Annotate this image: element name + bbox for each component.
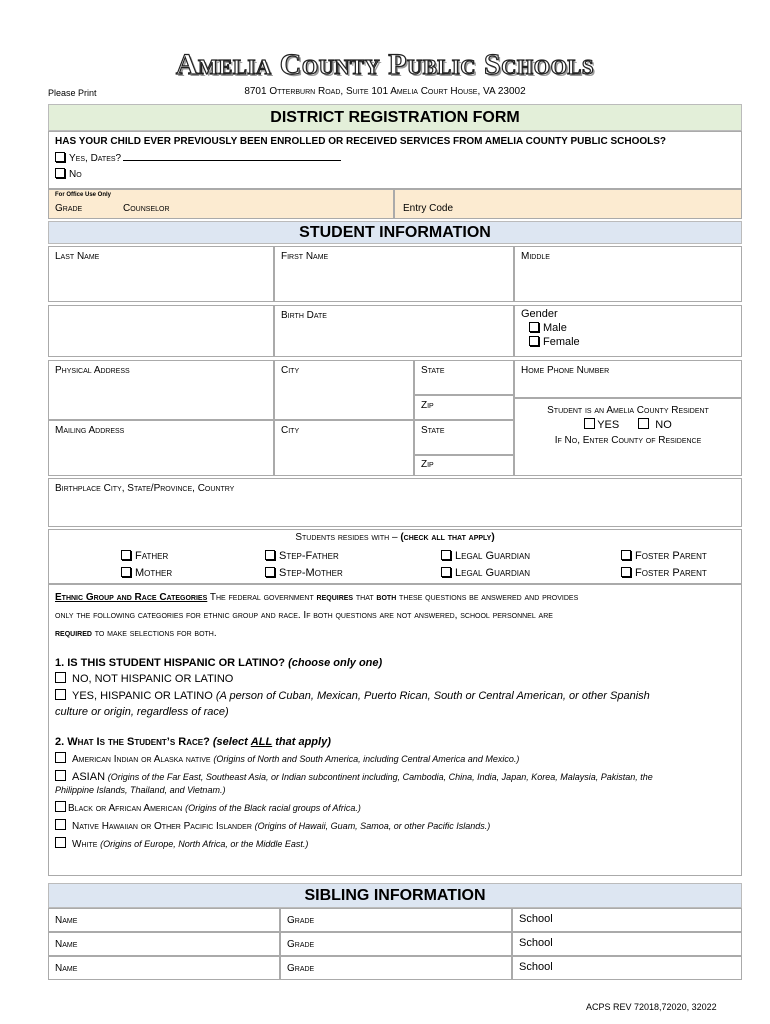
resides-heading-bold: (check all that apply) [400,532,495,543]
race-hint-asian-2: Philippine Islands, Thailand, and Vietnam.) [55,785,226,795]
enrollment-question: HAS YOUR CHILD EVER PREVIOUSLY BEEN ENROLLED OR RECEIVED SERVICES FROM AMELIA COUNTY PUBLIC SCHOOLS? [55,136,667,147]
sibling-name-field[interactable] [48,956,280,980]
foster-parent-label-1: Foster Parent [635,550,707,562]
sibling-name-label: Name [55,939,78,950]
ethnic-text-3: these questions be answered and provides [399,592,579,603]
middle-name-label: Middle [521,251,550,262]
please-print-note: Please Print [48,88,97,98]
sibling-row [48,908,742,932]
sibling-school-field[interactable] [512,932,742,956]
enrollment-no-row [55,168,735,180]
entry-code-label: Entry Code [403,203,454,214]
foster-parent-label-2: Foster Parent [635,567,707,579]
sibling-name-label: Name [55,915,78,926]
physical-state-label: State [421,365,445,376]
sibling-name-label: Name [55,963,78,974]
foster-parent-checkbox-1[interactable] [621,550,631,560]
sibling-grade-field[interactable] [280,908,512,932]
female-label: Female [543,336,580,348]
mailing-zip-field[interactable] [414,455,514,476]
physical-zip-label: Zip [421,400,434,411]
resides-col-3 [441,548,530,582]
resides-col-2 [265,548,343,582]
mailing-zip-label: Zip [421,459,434,470]
enrollment-dates-field[interactable] [123,151,341,161]
female-checkbox[interactable] [529,336,539,346]
race-checkbox-american-indian[interactable] [55,752,66,763]
gender-label: Gender [521,308,558,320]
male-checkbox[interactable] [529,322,539,332]
hispanic-no-label: NO, NOT HISPANIC OR LATINO [72,673,234,685]
resides-col-1 [121,548,172,582]
hispanic-question-text: 1. IS THIS STUDENT HISPANIC OR LATINO? [55,657,285,669]
home-phone-field[interactable] [514,360,742,398]
sibling-table [48,908,742,980]
sibling-school-label: School [519,913,553,925]
resident-yes-label: YES [597,419,620,431]
race-hint-american-indian: (Origins of North and South America, including Central America and Mexico.) [213,754,520,764]
hispanic-yes-row [55,688,735,720]
race-checkbox-asian[interactable] [55,770,66,781]
step-father-checkbox[interactable] [265,550,275,560]
birthplace-field[interactable] [48,478,742,527]
race-hint-black: (Origins of the Black racial groups of Africa.) [185,803,361,813]
resident-question: Student is an Amelia County Resident [547,405,709,416]
hispanic-question [55,657,735,669]
race-hint-a: (select [212,736,248,748]
mailing-city-label: City [281,425,300,436]
school-name-title: Amelia County Public Schools [175,48,595,81]
physical-address-field[interactable] [48,360,274,420]
middle-name-field[interactable] [514,246,742,302]
step-mother-checkbox[interactable] [265,567,275,577]
race-hint-hawaiian: (Origins of Hawaii, Guam, Samoa, or other Pacific Islands.) [254,821,491,831]
father-checkbox[interactable] [121,550,131,560]
foster-parent-checkbox-2[interactable] [621,567,631,577]
sibling-grade-label: Grade [287,939,315,950]
last-name-label: Last Name [55,251,100,262]
sibling-row [48,956,742,980]
physical-state-field[interactable] [414,360,514,395]
legal-guardian-checkbox-1[interactable] [441,550,451,560]
first-name-field[interactable] [274,246,514,302]
race-label-american-indian: American Indian or Alaska native [72,754,211,765]
hispanic-no-checkbox[interactable] [55,672,66,683]
resident-no-checkbox[interactable] [638,418,649,429]
first-name-label: First Name [281,251,329,262]
hispanic-question-hint: (choose only one) [288,657,383,669]
hispanic-yes-label: YES, HISPANIC OR LATINO [72,690,213,702]
sibling-grade-field[interactable] [280,956,512,980]
sibling-grade-label: Grade [287,915,315,926]
hispanic-no-row [55,672,735,685]
resides-col-4 [621,548,707,582]
sibling-school-field[interactable] [512,956,742,980]
race-question-text: 2. What Is the Student’s Race? [55,736,210,748]
ethnic-text-5: to make selections for both. [94,628,217,639]
legal-guardian-label-1: Legal Guardian [455,550,531,562]
sibling-school-label: School [519,961,553,973]
mailing-address-field[interactable] [48,420,274,476]
resident-note: If No, Enter County of Residence [554,435,702,446]
resident-yes-checkbox[interactable] [584,418,595,429]
race-hint-white: (Origins of Europe, North Africa, or the Middle East.) [100,839,309,849]
sibling-name-field[interactable] [48,932,280,956]
office-use-right [394,189,742,219]
step-mother-label: Step-Mother [279,567,343,579]
enrollment-yes-label: Yes, Dates? [69,153,122,164]
ethnic-heading: Ethnic Group and Race Categories [55,592,208,603]
step-father-label: Step-Father [279,550,339,562]
physical-zip-field[interactable] [414,395,514,420]
enrollment-no-checkbox[interactable] [55,168,65,178]
legal-guardian-label-2: Legal Guardian [455,567,531,579]
race-checkbox-hawaiian[interactable] [55,819,66,830]
ethnic-text-1: The federal government [209,592,314,603]
race-label-white: White [72,839,98,850]
father-label: Father [135,550,169,562]
sibling-school-label: School [519,937,553,949]
revision-footer: ACPS REV 72018,72020, 32022 [586,1002,717,1012]
male-label: Male [543,322,567,334]
office-use-left [48,189,394,219]
ethnic-text-4: only the following categories for ethnic group and race. If both questions are not answered, school personnel are [55,610,553,621]
race-label-hawaiian: Native Hawaiian or Other Pacific Islander [72,821,252,832]
ethnic-section [48,584,742,876]
race-options [55,752,735,851]
mother-checkbox[interactable] [121,567,131,577]
ethnic-bold-2: both [376,592,397,603]
sibling-name-field[interactable] [48,908,280,932]
mailing-address-label: Mailing Address [55,425,125,436]
enrollment-yes-row [55,151,735,164]
student-info-heading: STUDENT INFORMATION [48,221,742,244]
enrollment-no-label: No [69,169,82,180]
sibling-row [48,932,742,956]
hispanic-yes-hint: (A person of Cuban, Mexican, Puerto Rican, South or Central American, or other Spanish [215,690,650,702]
birth-date-label: Birth Date [281,310,327,321]
school-address: 8701 Otterburn Road, Suite 101 Amelia Court House, VA 23002 [244,86,526,97]
ethnic-bold-3: required [55,628,92,639]
ethnic-bold-1: requires [316,592,354,603]
enrollment-section [48,131,742,189]
physical-city-label: City [281,365,300,376]
race-question [55,736,735,748]
sibling-grade-label: Grade [287,963,315,974]
race-label-asian: ASIAN [72,771,106,783]
race-checkbox-white[interactable] [55,837,66,848]
gender-field [514,305,742,357]
resides-heading: Students resides with – [295,532,398,543]
sibling-school-field[interactable] [512,908,742,932]
sibling-grade-field[interactable] [280,932,512,956]
hispanic-yes-checkbox[interactable] [55,689,66,700]
mailing-city-field[interactable] [274,420,414,476]
physical-city-field[interactable] [274,360,414,420]
mailing-state-label: State [421,425,445,436]
office-grade-label: Grade [55,203,83,214]
resident-no-label: NO [655,419,672,431]
legal-guardian-checkbox-2[interactable] [441,567,451,577]
home-phone-label: Home Phone Number [521,365,610,376]
mailing-state-field[interactable] [414,420,514,455]
sibling-info-heading: SIBLING INFORMATION [48,883,742,908]
office-counselor-label: Counselor [123,203,170,214]
resides-with-section [48,529,742,584]
last-name-field[interactable] [48,246,274,302]
race-hint-c: that apply) [275,736,331,748]
hispanic-yes-hint-2: culture or origin, regardless of race) [55,706,229,718]
birthplace-label: Birthplace City, State/Province, Country [55,483,235,494]
race-checkbox-black[interactable] [55,801,66,812]
ethnic-text-2: that [355,592,374,603]
race-hint-b: ALL [250,736,273,748]
mother-label: Mother [135,567,173,579]
race-hint-asian: (Origins of the Far East, Southeast Asia, or Indian subcontinent including, Cambodia, China, India, Japan, Korea, Malaysia, Pakistan, the [107,772,653,782]
physical-address-label: Physical Address [55,365,130,376]
resident-field [514,398,742,476]
blank-cell [48,305,274,357]
race-label-black: Black or African American [68,803,183,814]
form-title: DISTRICT REGISTRATION FORM [48,104,742,131]
office-use-note: For Office Use Only [55,192,112,198]
enrollment-yes-checkbox[interactable] [55,152,65,162]
birth-date-field[interactable] [274,305,514,357]
ethnic-intro [55,589,735,643]
